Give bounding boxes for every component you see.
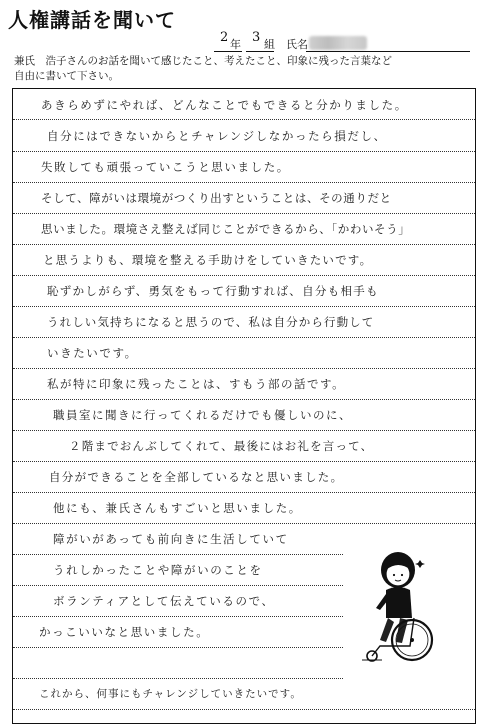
essay-line: ２階までおんぶしてくれて、最後にはお礼を言って、: [69, 439, 374, 453]
sparkle-icon: [415, 560, 425, 568]
instructions-line-1: 兼氏 浩子さんのお話を聞いて感じたこと、考えたこと、印象に残った言葉など: [14, 55, 392, 67]
essay-line: かっこいいなと思いました。: [39, 625, 210, 639]
ruled-line: [13, 306, 475, 307]
ruled-line: [13, 151, 475, 152]
ruled-line: [13, 616, 343, 617]
ruled-line: [13, 709, 475, 710]
ruled-line: [13, 461, 475, 462]
ruled-line: [13, 678, 343, 679]
instructions-line-2: 自由に書いて下さい。: [14, 70, 119, 82]
ruled-line: [13, 647, 343, 648]
ruled-line: [13, 523, 475, 524]
wheelchair-person-illustration: [350, 548, 442, 668]
grade-number: 2: [220, 30, 229, 45]
ruled-line: [13, 492, 475, 493]
class-label: 組: [264, 38, 275, 51]
essay-line: と思うよりも、環境を整える手助けをしていきたいです。: [43, 253, 373, 267]
eye-left: [393, 574, 395, 576]
ruled-line: [13, 430, 475, 431]
grade-underline: [214, 51, 242, 52]
ruled-line: [13, 244, 475, 245]
torso: [386, 587, 412, 618]
essay-line: いきたいです。: [47, 346, 138, 360]
ruled-line: [13, 213, 475, 214]
ruled-line: [13, 182, 475, 183]
student-info: [214, 30, 470, 52]
essay-line: 職員室に聞きに行ってくれるだけでも優しいのに、: [53, 408, 352, 422]
ruled-line: [13, 399, 475, 400]
essay-line: 恥ずかしがらず、勇気をもって行動すれば、自分も相手も: [47, 284, 379, 298]
essay-line: うれしかったことや障がいのことを: [53, 563, 263, 577]
eye-right: [401, 574, 403, 576]
essay-line: 私が特に印象に残ったことは、すもう部の話です。: [47, 377, 346, 391]
instructions: [14, 54, 474, 84]
essay-line: 障がいがあっても前向きに生活していて: [53, 532, 289, 546]
essay-line: 自分にはできないからとチャレンジしなかったら損だし、: [47, 129, 387, 143]
name-label: 氏名: [286, 38, 308, 51]
essay-line: これから、何事にもチャレンジしていきたいです。: [39, 688, 302, 700]
ruled-line: [13, 368, 475, 369]
ruled-line: [13, 275, 475, 276]
class-number: 3: [252, 30, 261, 45]
essay-line: 他にも、兼氏さんもすごいと思いました。: [53, 501, 302, 515]
grade-label: 年: [230, 38, 241, 51]
ruled-line: [13, 119, 475, 120]
ruled-line: [13, 585, 343, 586]
essay-line: あきらめずにやれば、どんなことでもできると分かりました。: [41, 98, 408, 112]
essay-line: そして、障がいは環境がつくり出すということは、その通りだと: [41, 191, 392, 205]
essay-line: 自分ができることを全部しているなと思いました。: [49, 470, 344, 484]
essay-line: ボランティアとして伝えているので、: [53, 594, 275, 608]
ruled-line: [13, 337, 475, 338]
name-underline: [306, 51, 470, 52]
essay-line: 失敗しても頑張っていこうと思いました。: [41, 160, 290, 174]
class-underline: [246, 51, 274, 52]
redacted-name: [309, 36, 367, 50]
ruled-line: [13, 554, 343, 555]
essay-line: 思いました。環境さえ整えば同じことができるから、「かわいそう」: [41, 222, 411, 236]
page-title: 人権講話を聞いて: [8, 8, 176, 32]
essay-line: うれしい気持ちになると思うので、私は自分から行動して: [47, 315, 375, 329]
